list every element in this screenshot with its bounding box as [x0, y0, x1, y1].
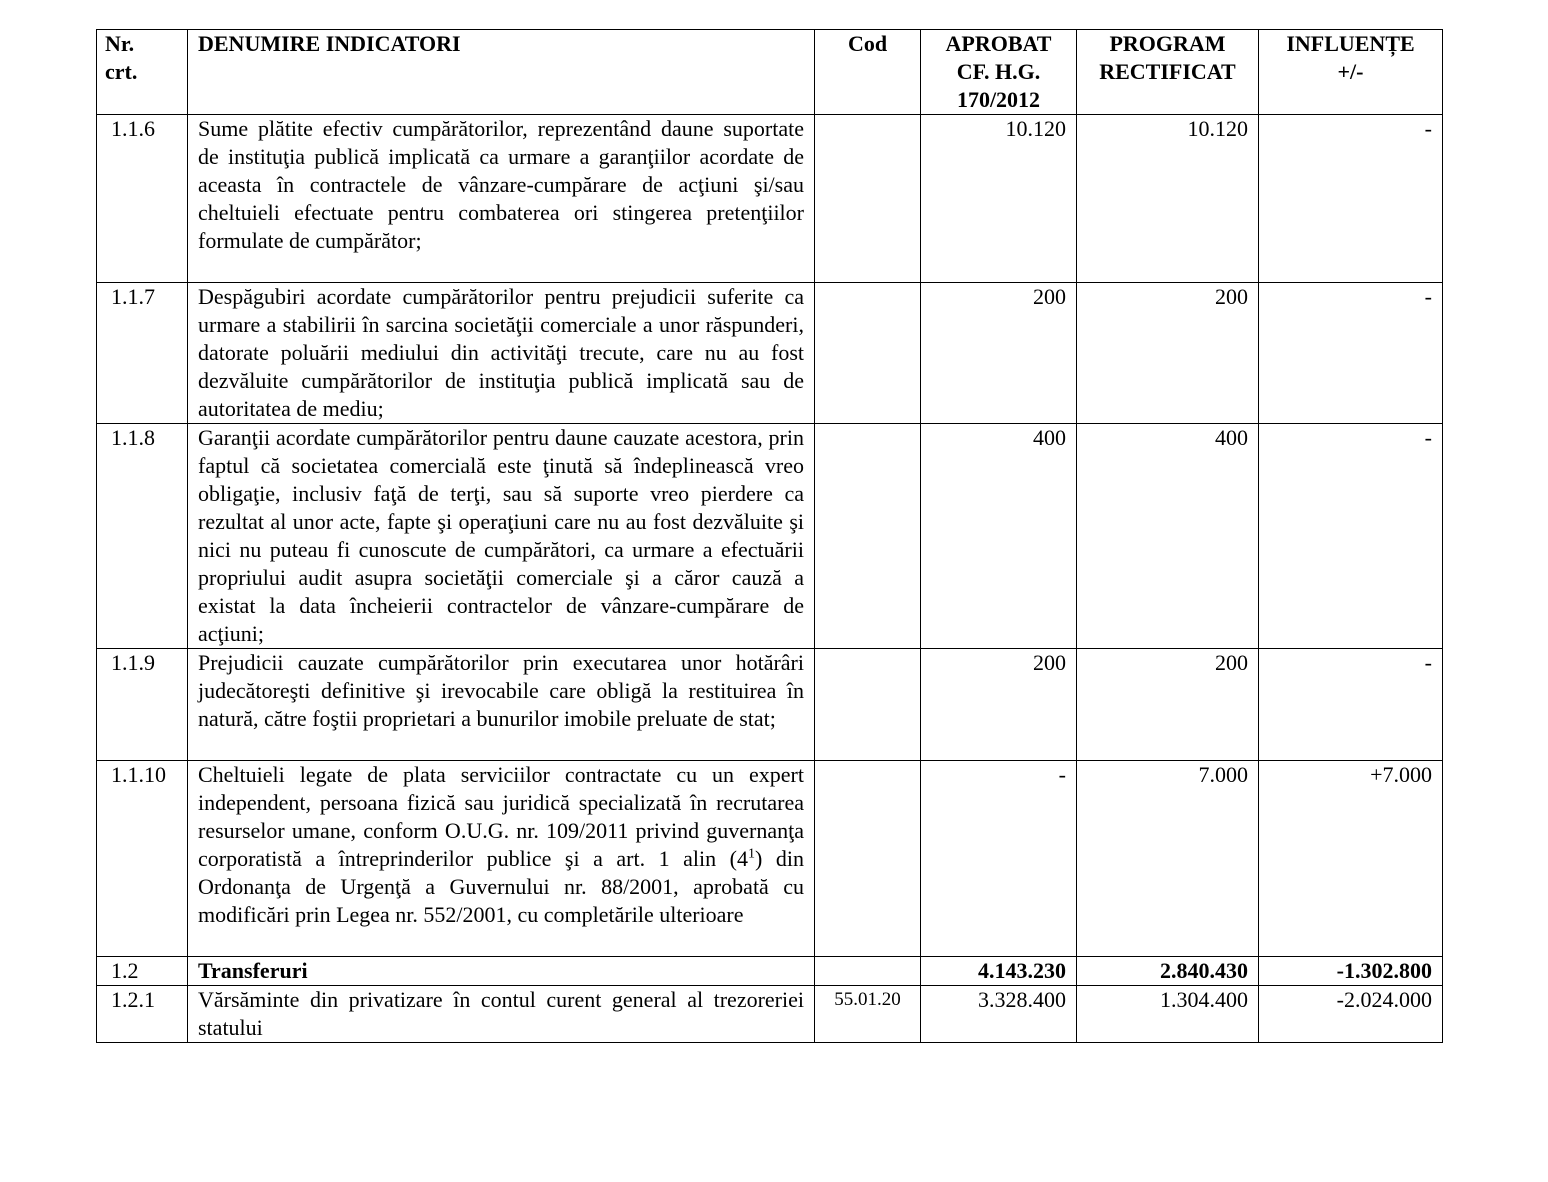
row-name: Prejudicii cauzate cumpărătorilor prin executarea unor hotărâri judecătoreşti definitive şi irevocabile care obligă la restituirea în natură, către foştii proprietari a bunurilor imobile preluate de stat;: [188, 649, 815, 761]
table-row: [97, 283, 1443, 424]
row-name-part2: ) din Ordonanţa de Urgenţă a Guvernului nr. 88/2001, aprobată cu modificări prin Legea nr. 552/2001, cu completările ulterioare: [198, 846, 804, 927]
row-cod: 55.01.20: [815, 986, 921, 1043]
row-cod: [815, 424, 921, 649]
table-row: [97, 424, 1443, 649]
row-influente: -: [1259, 424, 1443, 649]
row-nr: 1.1.6: [97, 115, 188, 283]
row-name: Despăgubiri acordate cumpărătorilor pentru prejudicii suferite ca urmare a stabilirii în sarcina societăţii comerciale a unor răspunderi, datorate poluării mediului din activităţi trecute, care nu au fost dezvăluite cumpărătorilor de instituţia publică implicată sau de autoritatea de mediu;: [188, 283, 815, 424]
row-program: 10.120: [1077, 115, 1259, 283]
table-row: [97, 761, 1443, 957]
row-cod: [815, 283, 921, 424]
row-name: Garanţii acordate cumpărătorilor pentru daune cauzate acestora, prin faptul că societatea comercială este ţinută să îndeplinească vreo obligaţie, inclusiv faţă de terţi, sau să suporte vreo pierdere ca rezultat al unor acte, fapte şi operaţiuni care nu au fost dezvăluite şi nici nu puteau fi cunoscute de cumpărători, ca urmare a efectuării propriului audit asupra societăţii comerciale şi a căror cauză a existat la data încheierii contractelor de vânzare-cumpărare de acţiuni;: [188, 424, 815, 649]
table-row: [97, 957, 1443, 986]
row-nr: 1.1.7: [97, 283, 188, 424]
row-name-part1: Cheltuieli legate de plata serviciilor contractate cu un expert independent, persoana fizică sau juridică specializată în recrutarea resurselor umane, conform O.U.G. nr. 109/2011 privind guvernanţa corporatistă a întreprinderilor publice şi a art. 1 alin (4: [198, 762, 804, 871]
row-name: [188, 761, 815, 957]
row-influente: -: [1259, 283, 1443, 424]
row-influente: +7.000: [1259, 761, 1443, 957]
row-aprobat: 3.328.400: [921, 986, 1077, 1043]
row-name-superscript: 1: [748, 846, 756, 862]
row-nr: 1.2: [97, 957, 188, 986]
header-cod: Cod: [815, 30, 921, 115]
row-nr: 1.1.10: [97, 761, 188, 957]
header-aprobat: APROBAT CF. H.G. 170/2012: [921, 30, 1077, 115]
row-cod: [815, 649, 921, 761]
row-name: Sume plătite efectiv cumpărătorilor, reprezentând daune suportate de instituţia publică implicată ca urmare a garanţiilor acordate de aceasta în contractele de vânzare-cumpărare de acţiuni şi/sau cheltuieli efectuate pentru combaterea ori stingerea pretenţiilor formulate de cumpărător;: [188, 115, 815, 283]
row-program: 1.304.400: [1077, 986, 1259, 1043]
row-program: 200: [1077, 283, 1259, 424]
table-row: [97, 649, 1443, 761]
indicators-table: [96, 29, 1443, 1043]
table-row: [97, 986, 1443, 1043]
row-program: 7.000: [1077, 761, 1259, 957]
row-cod: [815, 115, 921, 283]
row-aprobat: -: [921, 761, 1077, 957]
row-program: 400: [1077, 424, 1259, 649]
table-row: [97, 115, 1443, 283]
row-aprobat: 4.143.230: [921, 957, 1077, 986]
header-influente: INFLUENȚE +/-: [1259, 30, 1443, 115]
row-nr: 1.1.9: [97, 649, 188, 761]
row-aprobat: 400: [921, 424, 1077, 649]
row-influente: -: [1259, 115, 1443, 283]
row-aprobat: 200: [921, 649, 1077, 761]
table-header-row: [97, 30, 1443, 115]
row-cod: [815, 761, 921, 957]
row-influente: -1.302.800: [1259, 957, 1443, 986]
header-name: DENUMIRE INDICATORI: [188, 30, 815, 115]
header-nr: Nr. crt.: [97, 30, 188, 115]
row-nr: 1.1.8: [97, 424, 188, 649]
header-program: PROGRAM RECTIFICAT: [1077, 30, 1259, 115]
row-name: Transferuri: [188, 957, 815, 986]
row-program: 200: [1077, 649, 1259, 761]
row-aprobat: 10.120: [921, 115, 1077, 283]
row-cod: [815, 957, 921, 986]
row-nr: 1.2.1: [97, 986, 188, 1043]
row-program: 2.840.430: [1077, 957, 1259, 986]
row-aprobat: 200: [921, 283, 1077, 424]
row-influente: -: [1259, 649, 1443, 761]
row-influente: -2.024.000: [1259, 986, 1443, 1043]
row-name: Vărsăminte din privatizare în contul curent general al trezoreriei statului: [188, 986, 815, 1043]
